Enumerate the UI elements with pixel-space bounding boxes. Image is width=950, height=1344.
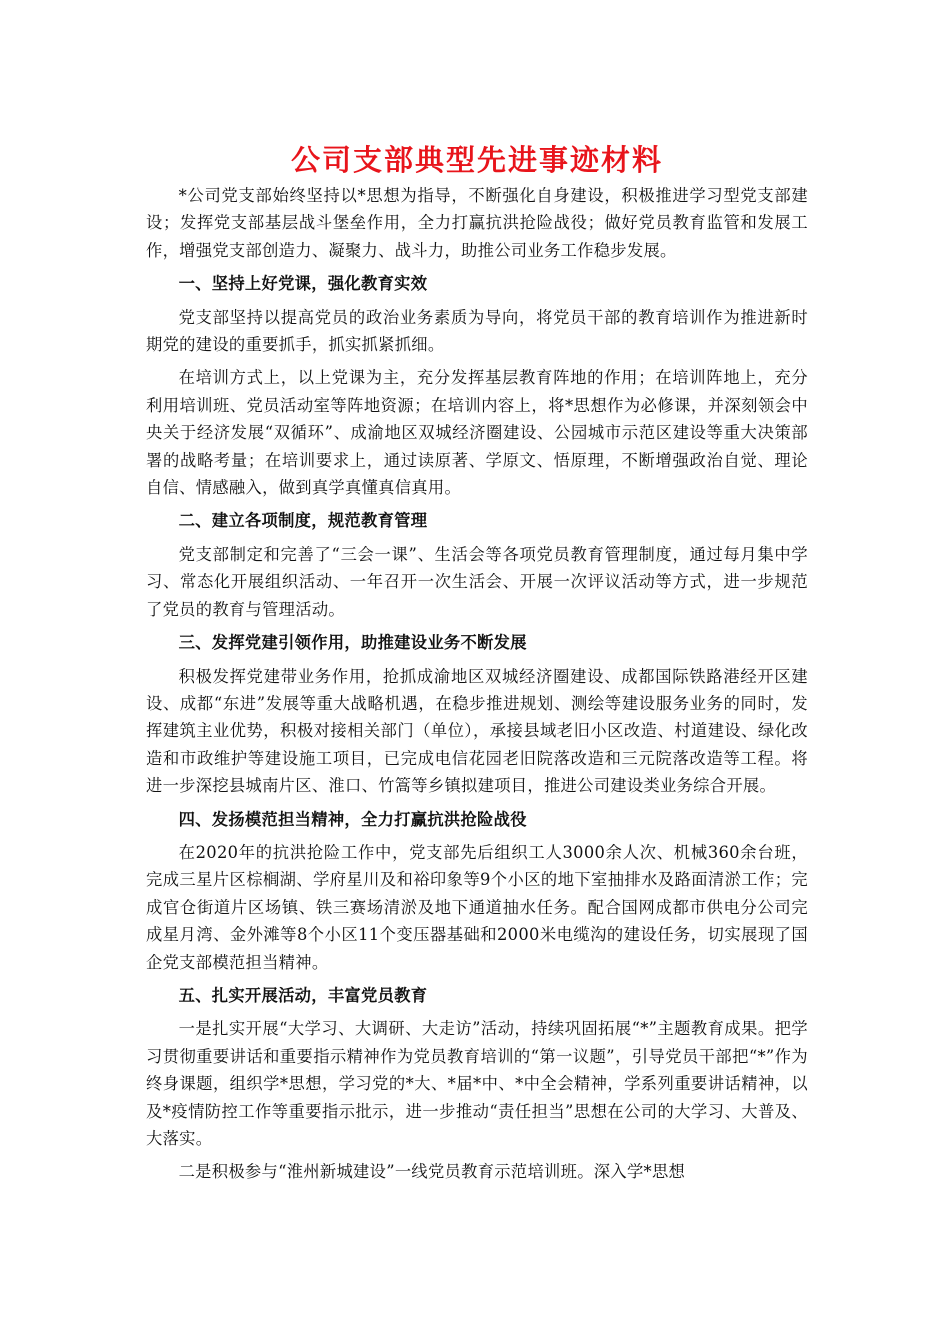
section-5 bbox=[146, 982, 808, 1186]
document-page bbox=[146, 138, 808, 1192]
section-1 bbox=[146, 270, 808, 501]
section-heading: 五、扎实开展活动，丰富党员教育 bbox=[178, 985, 428, 1005]
section-4 bbox=[146, 806, 808, 976]
section-paragraph: 二是积极参与“淮州新城建设”一线党员教育示范培训班。深入学*思想 bbox=[178, 1162, 686, 1182]
section-heading: 二、建立各项制度，规范教育管理 bbox=[178, 511, 428, 531]
intro-paragraph: *公司党支部始终坚持以*思想为指导，不断强化自身建设，积极推进学习型党支部建设；发挥党支部基层战斗堡垒作用，全力打赢抗洪抢险战役；做好党员教育监管和发展工作，增强党支部创造力、凝聚力、战斗力，助推公司业务工作稳步发展。 bbox=[146, 186, 808, 260]
section-3 bbox=[146, 629, 808, 799]
section-paragraph: 在培训方式上，以上党课为主，充分发挥基层教育阵地的作用；在培训阵地上，充分利用培训班、党员活动室等阵地资源；在培训内容上，将*思想作为必修课，并深刻领会中央关于经济发展“双循环”、成渝地区双城经济圈建设、公园城市示范区建设等重大决策部署的战略考量；在培训要求上，通过读原著、学原文、悟原理，不断增强政治自觉、理论自信、情感融入，做到真学真懂真信真用。 bbox=[146, 368, 808, 498]
section-paragraph: 在2020年的抗洪抢险工作中，党支部先后组织工人3000余人次、机械360余台班，完成三星片区棕榈湖、学府星川及和裕印象等9个小区的地下室抽排水及路面清淤工作；完成官仓街道片区场镇、铁三赛场清淤及地下通道抽水任务。配合国网成都市供电分公司完成星月湾、金外滩等8个小区11个变压器基础和2000米电缆沟的建设任务，切实展现了国企党支部模范担当精神。 bbox=[146, 842, 808, 972]
section-heading: 四、发扬模范担当精神，全力打赢抗洪抢险战役 bbox=[178, 809, 527, 829]
section-paragraph: 一是扎实开展“大学习、大调研、大走访”活动，持续巩固拓展“*”主题教育成果。把学习贯彻重要讲话和重要指示精神作为党员教育培训的“第一议题”，引导党员干部把“*”作为终身课题，组织学*思想，学习党的*大、*届*中、*中全会精神，学系列重要讲话精神，以及*疫情防控工作等重要指示批示，进一步推动“责任担当”思想在公司的大学习、大普及、大落实。 bbox=[146, 1019, 808, 1148]
section-heading: 三、发挥党建引领作用，助推建设业务不断发展 bbox=[178, 633, 527, 653]
section-paragraph: 积极发挥党建带业务作用，抢抓成渝地区双城经济圈建设、成都国际铁路港经开区建设、成都“东进”发展等重大战略机遇，在稳步推进规划、测绘等建设服务业务的同时，发挥建筑主业优势，积极对接相关部门（单位），承接县域老旧小区改造、村道建设、绿化改造和市政维护等建设施工项目，已完成电信花园老旧院落改造和三元院落改造等工程。将进一步深挖县城南片区、淮口、竹篙等乡镇拟建项目，推进公司建设类业务综合开展。 bbox=[146, 666, 808, 796]
document-title: 公司支部典型先进事迹材料 bbox=[290, 143, 663, 177]
section-paragraph: 党支部坚持以提高党员的政治业务素质为导向，将党员干部的教育培训作为推进新时期党的建设的重要抓手，抓实抓紧抓细。 bbox=[146, 307, 808, 355]
section-2 bbox=[146, 507, 808, 623]
section-heading: 一、坚持上好党课，强化教育实效 bbox=[178, 274, 428, 294]
section-paragraph: 党支部制定和完善了“三会一课”、生活会等各项党员教育管理制度，通过每月集中学习、常态化开展组织活动、一年召开一次生活会、开展一次评议活动等方式，进一步规范了党员的教育与管理活动。 bbox=[146, 544, 808, 619]
